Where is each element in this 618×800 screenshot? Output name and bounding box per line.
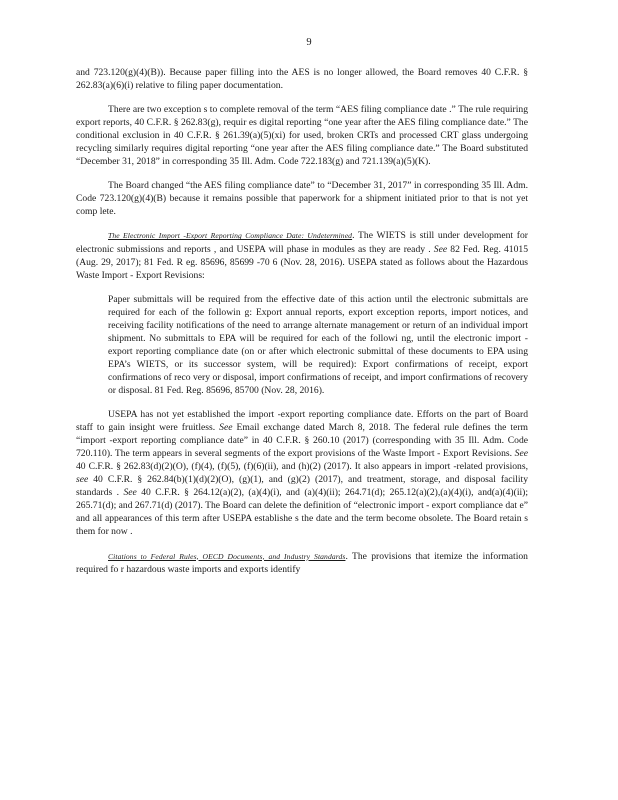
paragraph-two-exceptions: There are two exception s to complete removal of the term “AES filing compliance date .” The rule requiring export reports, 40 C.F.R. § 262.83(g), requir es digital reporting “one year after the AES filing compliance date.” The conditional exclusion in 40 C.F.R. § 261.39(a)(5)(xi) for used, broken CRTs and processed CRT glass undergoing recycling similarly requires digital reporting “one year after the AES filing compliance date.” The Board substituted “December 31, 2018” in corresponding 35 Ill. Adm. Code 722.183(g) and 721.139(a)(5)(K). [76,104,528,168]
citation-signal: See [433,243,448,255]
paragraph-usepa-not-established [76,408,528,538]
paragraph-text: . The provisions that itemize the information required fo r hazardous waste imports and exports identify [76,550,528,575]
section-heading-compliance-date: The Electronic Import -Export Reporting Compliance Date: Undetermined [108,231,353,241]
paragraph-text: 40 C.F.R. § 262.84(b)(1)(d)(2)(O), (g)(1), and (g)(2) (2017), and treatment, storage, and disposal facility standards . [76,474,528,499]
citation-signal: See [219,422,233,434]
paragraph-text: 40 C.F.R. § 264.12(a)(2), (a)(4)(i), and (a)(4)(ii); 264.71(d); 265.12(a)(2),(a)(4)(i), and(a)(4)(ii); 265.71(d); and 267.71(d) (2017). The Board can delete the definition of “electronic import - export compliance dat e” and all appearances of this term after USEPA establishe s the date and the term become obsolete. The Board retain s them for now . [76,487,529,538]
section-heading-citations: Citations to Federal Rules, OECD Documents, and Industry Standards [108,551,346,561]
citation-signal: see [76,474,89,486]
paragraph-board-changed: The Board changed “the AES filing compliance date” to “December 31, 2017” in corresponding 35 Ill. Adm. Code 723.120(g)(4)(B) because it remains possible that paperwork for a shipment initiated prior to that is not yet comp lete. [76,180,528,218]
paragraph-text: 82 Fed. Reg. 41015 (Aug. 29, 2017); 81 Fed. R eg. 85696, 85699 -70 6 (Nov. 28, 2016). USEPA stated as follows about the Hazardous Waste Import - Export Revisions: [76,243,528,281]
paragraph-text: . The WIETS is still under development for electronic submissions and reports , and USEPA will phase in modules as they are ready . [76,230,528,255]
paragraph-citations-federal-rules [76,550,528,576]
page-number: 9 [306,37,312,48]
paragraph-text: USEPA has not yet established the import -export reporting compliance date. Efforts on the part of Board staff to gain insight were fruitless. [76,409,528,434]
citation-signal: See [123,487,137,499]
paragraph-aes-paper-filing: and 723.120(g)(4)(B)). Because paper filling into the AES is no longer allowed, the Board removes 40 C.F.R. § 262.83(a)(6)(i) relative to filing paper documentation. [76,67,528,92]
paragraph-text: Email exchange dated March 8, 2018. The federal rule defines the term “import -export reporting compliance date” in 40 C.F.R. § 260.10 (2017) (corresponding with 35 Ill. Adm. Code 720.110). The term appears in several segments of the export provisions of the Waste Import - Export Revisions. [76,422,528,460]
block-quote-usepa: Paper submittals will be required from the effective date of this action until the electronic submittals are required for each of the followin g: Export annual reports, export exception reports, import notices, and receiving facility notifications of the need to arrange alternate management or return of an individual import shipment. No submittals to EPA will be required for each of the followi ng, until the electronic import -export reporting compliance date (on or after which electronic submittal of these documents to EPA using EPA’s WIETS, or its successor system, will be required): Export confirmations of receipt, export confirmations of reco very or disposal, import confirmations of receipt, and import confirmations of recovery or disposal. 81 Fed. Reg. 85696, 85700 (Nov. 28, 2016). [108,293,528,396]
paragraph-electronic-compliance-date [76,229,528,281]
paragraph-text: 40 C.F.R. § 262.83(d)(2)(O), (f)(4), (f)(5), (f)(6)(ii), and (h)(2) (2017). It also appears in import -related provisions, [76,461,528,473]
document-body [76,66,528,587]
citation-signal: See [514,448,528,460]
